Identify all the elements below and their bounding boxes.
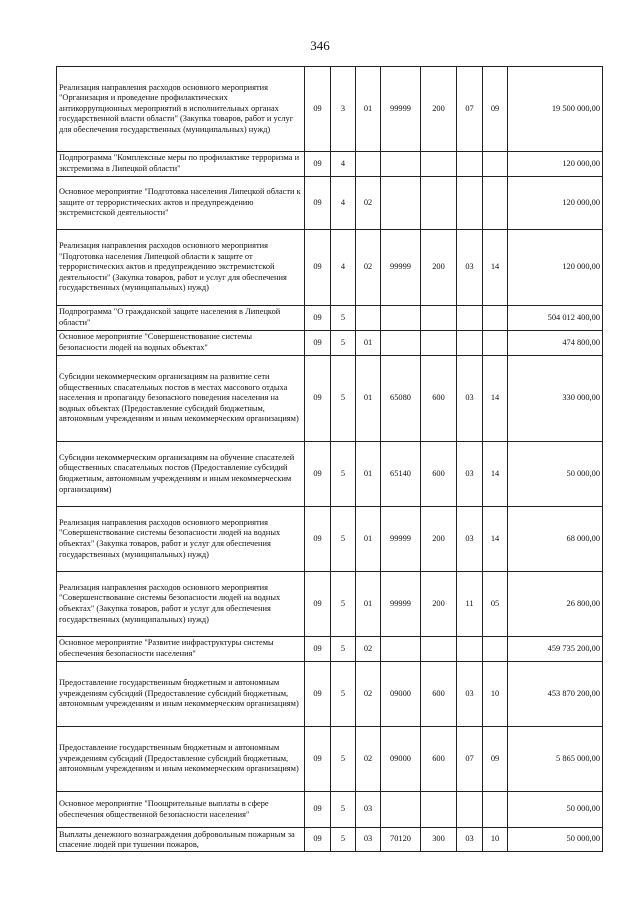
amount-cell: 474 800,00 xyxy=(508,331,603,356)
code-cell: 200 xyxy=(421,230,457,306)
amount-cell: 68 000,00 xyxy=(508,507,603,572)
table-row xyxy=(57,507,603,572)
amount-cell: 5 865 000,00 xyxy=(508,727,603,792)
code-cell: 4 xyxy=(331,152,356,177)
row-name: Основное мероприятие "Подготовка населения Липецкой области к защите от террористических актов и предупреждению экстремистской деятельности" xyxy=(57,177,305,230)
code-cell: 4 xyxy=(331,230,356,306)
code-cell xyxy=(381,637,421,662)
code-cell: 3 xyxy=(331,67,356,152)
row-name-text: Выплаты денежного вознаграждения добровольным пожарным за спасение людей при тушении пожаров, xyxy=(59,829,295,850)
code-cell: 14 xyxy=(483,356,508,442)
code-cell xyxy=(483,792,508,828)
code-cell xyxy=(421,792,457,828)
code-cell: 5 xyxy=(331,637,356,662)
code-cell xyxy=(483,177,508,230)
code-cell: 03 xyxy=(457,356,483,442)
code-cell xyxy=(381,792,421,828)
code-cell: 09 xyxy=(305,828,331,852)
table-row xyxy=(57,442,603,507)
code-cell: 09 xyxy=(483,67,508,152)
code-cell: 03 xyxy=(457,442,483,507)
code-cell: 03 xyxy=(457,662,483,727)
amount-cell: 459 735 200,00 xyxy=(508,637,603,662)
code-cell xyxy=(457,637,483,662)
code-cell: 09 xyxy=(305,792,331,828)
table-row xyxy=(57,331,603,356)
code-cell: 5 xyxy=(331,662,356,727)
code-cell xyxy=(457,331,483,356)
code-cell: 4 xyxy=(331,177,356,230)
code-cell: 02 xyxy=(356,662,381,727)
code-cell: 09 xyxy=(305,331,331,356)
code-cell: 09 xyxy=(305,442,331,507)
code-cell xyxy=(483,637,508,662)
code-cell: 01 xyxy=(356,507,381,572)
table-row xyxy=(57,662,603,727)
table-row xyxy=(57,637,603,662)
row-name: Предоставление государственным бюджетным и автономным учреждениям субсидий (Предоставление субсидий бюджетным, автономным учреждениям и иным некоммерческим организациям) xyxy=(57,727,305,792)
row-name: Основное мероприятие "Совершенствование системы безопасности людей на водных объектах" xyxy=(57,331,305,356)
amount-cell: 19 500 000,00 xyxy=(508,67,603,152)
code-cell: 99999 xyxy=(381,507,421,572)
code-cell: 5 xyxy=(331,442,356,507)
code-cell: 300 xyxy=(421,828,457,852)
code-cell: 5 xyxy=(331,356,356,442)
code-cell: 09 xyxy=(305,507,331,572)
code-cell: 99999 xyxy=(381,230,421,306)
code-cell: 05 xyxy=(483,572,508,637)
code-cell: 02 xyxy=(356,727,381,792)
table-row xyxy=(57,572,603,637)
code-cell: 03 xyxy=(356,792,381,828)
code-cell: 14 xyxy=(483,442,508,507)
code-cell xyxy=(457,792,483,828)
code-cell: 09 xyxy=(305,356,331,442)
code-cell xyxy=(421,306,457,331)
budget-table xyxy=(56,66,603,852)
table-row xyxy=(57,306,603,331)
code-cell xyxy=(381,177,421,230)
code-cell: 09 xyxy=(305,67,331,152)
code-cell: 09 xyxy=(305,152,331,177)
code-cell xyxy=(457,152,483,177)
code-cell xyxy=(381,306,421,331)
amount-cell: 330 000,00 xyxy=(508,356,603,442)
row-name: Реализация направления расходов основного мероприятия "Подготовка населения Липецкой области к защите от террористических актов и предупреждению экстремистской деятельности" (Закупка товаров, работ и услуг для обеспечения государственных (муниципальных) нужд) xyxy=(57,230,305,306)
code-cell: 09000 xyxy=(381,662,421,727)
row-name: Подпрограмма "О гражданской защите населения в Липецкой области" xyxy=(57,306,305,331)
code-cell: 09 xyxy=(305,306,331,331)
row-name: Реализация направления расходов основного мероприятия "Совершенствование системы безопасности людей на водных объектах" (Закупка товаров, работ и услуг для обеспечения государственных (муниципальных) нужд) xyxy=(57,572,305,637)
row-name: Субсидии некоммерческим организациям на развитие сети общественных спасательных постов в местах массового отдыха населения и пропаганду безопасного поведения населения на водных объектах (Предоставление субсидий бюджетным, автономным учреждениям и иным некоммерческим организациям) xyxy=(57,356,305,442)
code-cell: 03 xyxy=(457,507,483,572)
amount-cell: 504 012 400,00 xyxy=(508,306,603,331)
amount-cell: 50 000,00 xyxy=(508,442,603,507)
code-cell xyxy=(421,177,457,230)
code-cell xyxy=(483,306,508,331)
code-cell: 01 xyxy=(356,67,381,152)
code-cell xyxy=(483,152,508,177)
code-cell: 5 xyxy=(331,306,356,331)
row-name: Субсидии некоммерческим организациям на обучение спасателей общественных спасательных постов (Предоставление субсидий бюджетным, автономным учреждениям и иным некоммерческим организациям) xyxy=(57,442,305,507)
amount-cell: 120 000,00 xyxy=(508,230,603,306)
code-cell xyxy=(421,331,457,356)
amount-cell: 26 800,00 xyxy=(508,572,603,637)
code-cell: 09 xyxy=(483,727,508,792)
code-cell: 5 xyxy=(331,727,356,792)
page-number: 346 xyxy=(310,38,330,53)
code-cell: 03 xyxy=(457,828,483,852)
table-row xyxy=(57,67,603,152)
table-row xyxy=(57,828,603,852)
code-cell: 65080 xyxy=(381,356,421,442)
code-cell: 03 xyxy=(457,230,483,306)
amount-cell: 50 000,00 xyxy=(508,828,603,852)
code-cell xyxy=(457,177,483,230)
code-cell: 02 xyxy=(356,637,381,662)
code-cell: 5 xyxy=(331,507,356,572)
table-row xyxy=(57,356,603,442)
row-name: Подпрограмма "Комплексные меры по профилактике терроризма и экстремизма в Липецкой области" xyxy=(57,152,305,177)
code-cell: 5 xyxy=(331,828,356,852)
code-cell: 10 xyxy=(483,828,508,852)
code-cell: 14 xyxy=(483,230,508,306)
code-cell: 14 xyxy=(483,507,508,572)
code-cell: 07 xyxy=(457,727,483,792)
code-cell: 200 xyxy=(421,507,457,572)
row-name: Предоставление государственным бюджетным и автономным учреждениям субсидий (Предоставление субсидий бюджетным, автономным учреждениям и иным некоммерческим организациям) xyxy=(57,662,305,727)
code-cell: 65140 xyxy=(381,442,421,507)
row-name: Основное мероприятие "Развитие инфраструктуры системы обеспечения безопасности населения" xyxy=(57,637,305,662)
code-cell: 5 xyxy=(331,792,356,828)
code-cell xyxy=(356,306,381,331)
code-cell: 99999 xyxy=(381,67,421,152)
code-cell: 5 xyxy=(331,331,356,356)
code-cell: 600 xyxy=(421,442,457,507)
amount-cell: 453 870 200,00 xyxy=(508,662,603,727)
code-cell: 01 xyxy=(356,331,381,356)
code-cell: 600 xyxy=(421,662,457,727)
code-cell: 70120 xyxy=(381,828,421,852)
code-cell: 09 xyxy=(305,662,331,727)
row-name: Реализация направления расходов основного мероприятия "Совершенствование системы безопасности людей на водных объектах" (Закупка товаров, работ и услуг для обеспечения государственных (муниципальных) нужд) xyxy=(57,507,305,572)
table-row xyxy=(57,152,603,177)
code-cell xyxy=(421,152,457,177)
code-cell xyxy=(356,152,381,177)
table-row xyxy=(57,792,603,828)
amount-cell: 120 000,00 xyxy=(508,152,603,177)
code-cell xyxy=(381,331,421,356)
row-name: Основное мероприятие "Поощрительные выплаты в сфере обеспечения общественной безопасности населения" xyxy=(57,792,305,828)
code-cell xyxy=(381,152,421,177)
code-cell xyxy=(421,637,457,662)
code-cell: 200 xyxy=(421,67,457,152)
row-name: Реализация направления расходов основного мероприятия "Организация и проведение профилактических антикоррупционных мероприятий в исполнительных органах государственной власти области" (Закупка товаров, работ и услуг для обеспечения государственных (муниципальных) нужд) xyxy=(57,67,305,152)
code-cell: 09 xyxy=(305,637,331,662)
table-row xyxy=(57,230,603,306)
code-cell: 01 xyxy=(356,356,381,442)
code-cell: 07 xyxy=(457,67,483,152)
code-cell: 01 xyxy=(356,572,381,637)
code-cell xyxy=(457,306,483,331)
code-cell: 10 xyxy=(483,662,508,727)
code-cell: 01 xyxy=(356,442,381,507)
code-cell: 02 xyxy=(356,177,381,230)
code-cell: 03 xyxy=(356,828,381,852)
row-name xyxy=(57,828,305,852)
code-cell: 99999 xyxy=(381,572,421,637)
code-cell xyxy=(483,331,508,356)
code-cell: 09000 xyxy=(381,727,421,792)
code-cell: 600 xyxy=(421,727,457,792)
code-cell: 600 xyxy=(421,356,457,442)
code-cell: 11 xyxy=(457,572,483,637)
code-cell: 02 xyxy=(356,230,381,306)
table-row xyxy=(57,727,603,792)
amount-cell: 50 000,00 xyxy=(508,792,603,828)
table-row xyxy=(57,177,603,230)
amount-cell: 120 000,00 xyxy=(508,177,603,230)
code-cell: 09 xyxy=(305,727,331,792)
code-cell: 5 xyxy=(331,572,356,637)
code-cell: 09 xyxy=(305,177,331,230)
code-cell: 09 xyxy=(305,230,331,306)
code-cell: 09 xyxy=(305,572,331,637)
code-cell: 200 xyxy=(421,572,457,637)
